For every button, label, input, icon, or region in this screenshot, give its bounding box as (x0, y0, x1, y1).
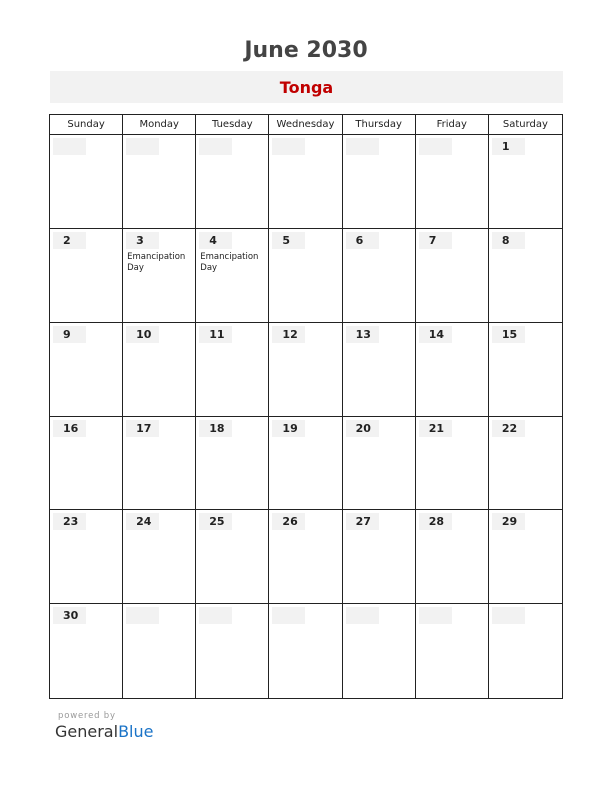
calendar-day-cell[interactable] (196, 604, 269, 698)
calendar-day-cell[interactable] (343, 510, 416, 604)
day-number (53, 138, 86, 155)
day-number: 1 (492, 138, 525, 155)
day-number (419, 138, 452, 155)
day-number: 17 (126, 420, 159, 437)
calendar-day-cell[interactable] (50, 417, 123, 511)
calendar-day-cell[interactable] (123, 604, 196, 698)
calendar-day-cell[interactable] (196, 417, 269, 511)
day-number: 24 (126, 513, 159, 530)
day-of-week-header: Friday (416, 115, 489, 135)
calendar-grid (49, 114, 563, 699)
day-number: 18 (199, 420, 232, 437)
day-of-week-header: Wednesday (269, 115, 342, 135)
day-number: 16 (53, 420, 86, 437)
calendar-day-cell[interactable] (489, 135, 562, 229)
calendar-day-cell[interactable] (416, 417, 489, 511)
calendar-day-cell[interactable] (269, 417, 342, 511)
calendar-day-cell[interactable] (343, 604, 416, 698)
calendar-day-cell[interactable] (196, 510, 269, 604)
calendar-day-cell[interactable] (343, 417, 416, 511)
calendar-day-cell[interactable] (123, 229, 196, 323)
day-number: 11 (199, 326, 232, 343)
day-number: 27 (346, 513, 379, 530)
day-number: 21 (419, 420, 452, 437)
country-name: Tonga (279, 77, 334, 97)
day-of-week-header: Sunday (50, 115, 123, 135)
day-number (126, 138, 159, 155)
day-number: 29 (492, 513, 525, 530)
day-of-week-header: Thursday (343, 115, 416, 135)
day-number (346, 607, 379, 624)
calendar-day-cell[interactable] (489, 417, 562, 511)
day-number: 4 (199, 232, 232, 249)
powered-by-label: powered by (58, 711, 116, 721)
logo-text-blue: Blue (118, 722, 154, 741)
calendar-day-cell[interactable] (489, 229, 562, 323)
country-band (50, 71, 563, 103)
calendar-day-cell[interactable] (489, 323, 562, 417)
day-number (492, 607, 525, 624)
calendar-day-cell[interactable] (416, 510, 489, 604)
day-number: 23 (53, 513, 86, 530)
day-number: 26 (272, 513, 305, 530)
calendar-day-cell[interactable] (269, 229, 342, 323)
day-number (346, 138, 379, 155)
calendar-day-cell[interactable] (196, 229, 269, 323)
day-number: 22 (492, 420, 525, 437)
day-number: 30 (53, 607, 86, 624)
day-number (199, 607, 232, 624)
calendar-day-cell[interactable] (416, 604, 489, 698)
day-of-week-header: Saturday (489, 115, 562, 135)
calendar-day-cell[interactable] (123, 135, 196, 229)
calendar-day-cell[interactable] (50, 323, 123, 417)
calendar-day-cell[interactable] (123, 323, 196, 417)
calendar-day-cell[interactable] (50, 229, 123, 323)
calendar-day-cell[interactable] (269, 323, 342, 417)
day-number (272, 138, 305, 155)
calendar-day-cell[interactable] (489, 604, 562, 698)
day-number: 8 (492, 232, 525, 249)
logo-text-general: General (55, 722, 119, 741)
calendar-day-cell[interactable] (50, 135, 123, 229)
calendar-day-cell[interactable] (343, 229, 416, 323)
calendar-day-cell[interactable] (50, 510, 123, 604)
generalblue-logo[interactable] (55, 722, 153, 741)
holiday-label: Emancipation Day (200, 251, 259, 273)
day-number: 14 (419, 326, 452, 343)
day-number (199, 138, 232, 155)
day-number (126, 607, 159, 624)
day-number: 3 (126, 232, 159, 249)
calendar-day-cell[interactable] (416, 229, 489, 323)
day-number: 25 (199, 513, 232, 530)
day-number: 12 (272, 326, 305, 343)
calendar-day-cell[interactable] (123, 510, 196, 604)
day-number (419, 607, 452, 624)
day-number: 19 (272, 420, 305, 437)
calendar-day-cell[interactable] (50, 604, 123, 698)
day-number: 7 (419, 232, 452, 249)
day-number: 15 (492, 326, 525, 343)
calendar-day-cell[interactable] (269, 135, 342, 229)
calendar-day-cell[interactable] (196, 323, 269, 417)
day-number: 6 (346, 232, 379, 249)
day-number: 28 (419, 513, 452, 530)
day-number: 5 (272, 232, 305, 249)
calendar-day-cell[interactable] (123, 417, 196, 511)
calendar-day-cell[interactable] (489, 510, 562, 604)
day-number: 9 (53, 326, 86, 343)
day-of-week-header: Tuesday (196, 115, 269, 135)
calendar-day-cell[interactable] (343, 323, 416, 417)
day-of-week-header: Monday (123, 115, 196, 135)
day-number: 10 (126, 326, 159, 343)
day-number: 2 (53, 232, 86, 249)
calendar-day-cell[interactable] (343, 135, 416, 229)
day-number: 13 (346, 326, 379, 343)
calendar-day-cell[interactable] (416, 135, 489, 229)
calendar-day-cell[interactable] (269, 604, 342, 698)
page-title: June 2030 (244, 38, 368, 63)
day-number: 20 (346, 420, 379, 437)
calendar-day-cell[interactable] (416, 323, 489, 417)
calendar-day-cell[interactable] (196, 135, 269, 229)
calendar-day-cell[interactable] (269, 510, 342, 604)
holiday-label: Emancipation Day (127, 251, 186, 273)
day-number (272, 607, 305, 624)
